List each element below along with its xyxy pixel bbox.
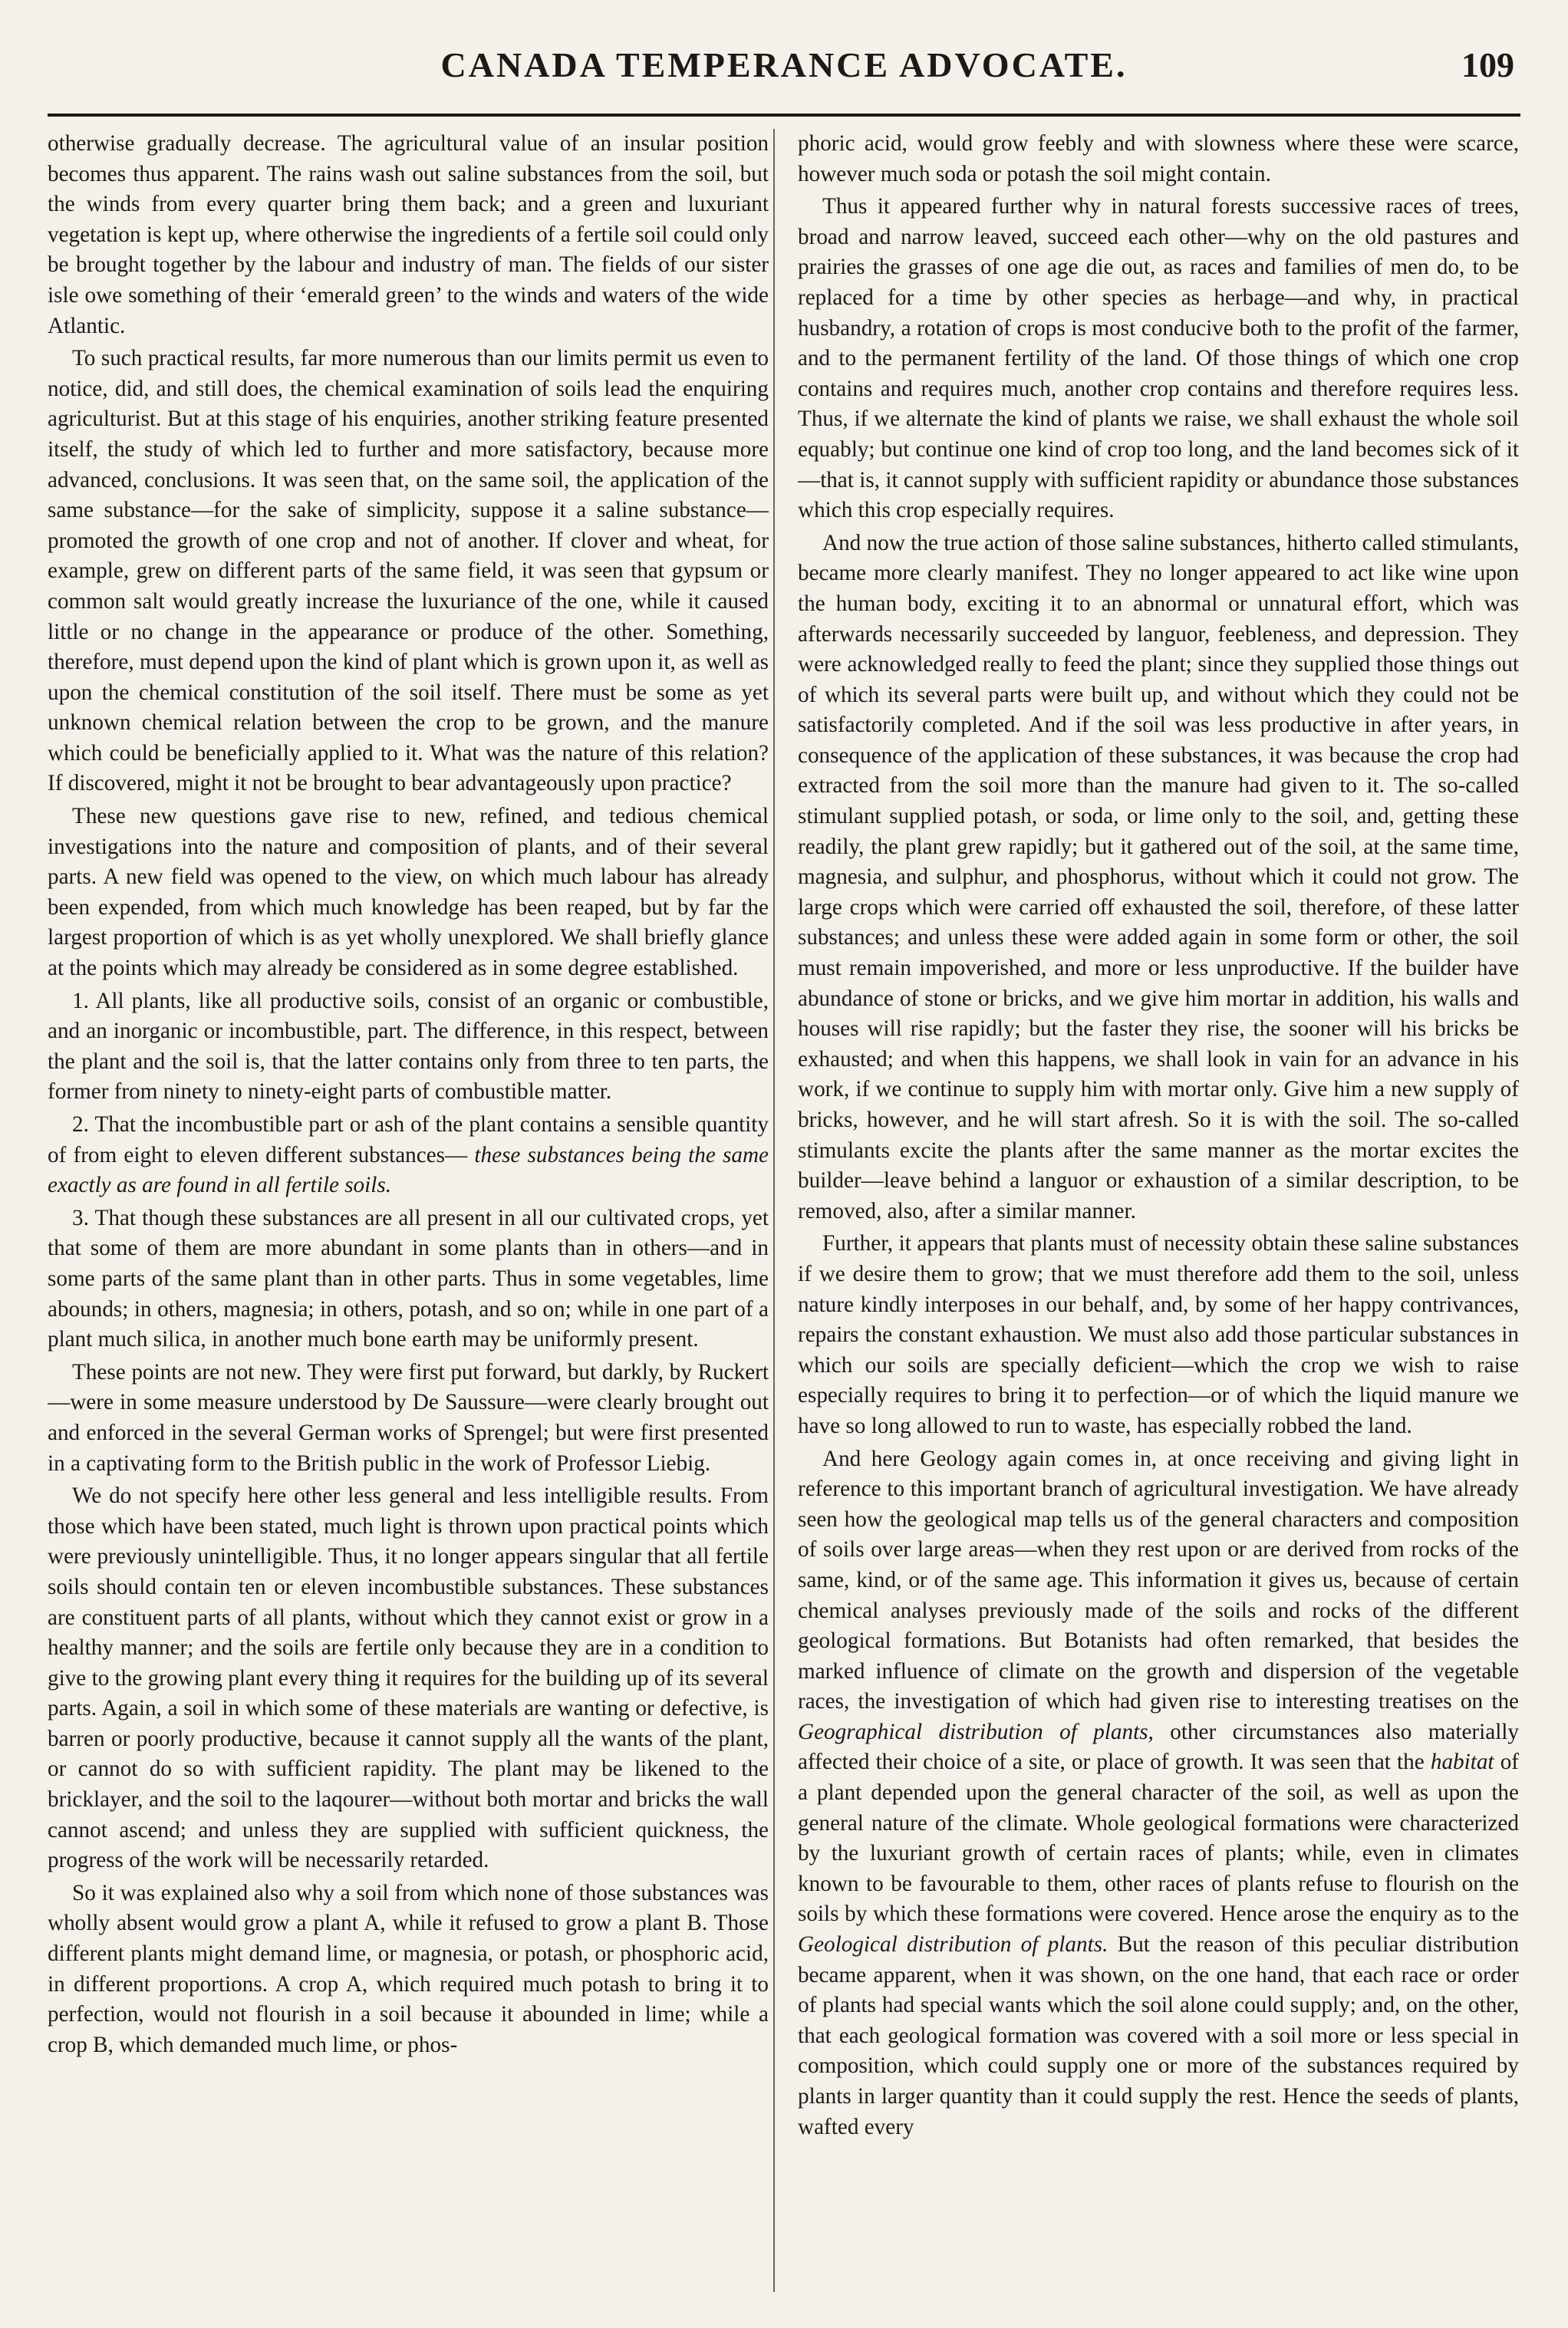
page-header [0, 44, 1568, 114]
paragraph: 1. All plants, like all productive soils, consist of an organic or combustible, and an inorganic or incombustible, part. The difference, in this respect, between the plant and the soil is, that the latter contains only from three to ten parts, the former from ninety to ninety-eight parts of combustible matter. [48, 988, 769, 1105]
paragraph: otherwise gradually decrease. The agricultural value of an insular position becomes thus apparent. The rains wash out saline substances from the soil, but the winds from every quarter bring them back; and a green and luxuriant vegetation is kept up, where otherwise the ingredients of a fertile soil could only be brought together by the labour and industry of man. The fields of our sister isle owe something of their ‘emerald green’ to the winds and waters of the wide Atlantic. [48, 131, 769, 338]
right-column [798, 129, 1519, 2300]
paragraph [798, 1444, 1519, 2143]
italic-emphasis: habitat [1430, 1750, 1494, 1775]
paragraph: These points are not new. They were first put forward, but darkly, by Ruckert—were in some measure understood by De Saussure—were clearly brought out and enforced in the several German works of Sprengel; but were first presented in a captivating form to the British public in the work of Professor Liebig. [48, 1359, 769, 1476]
left-column [48, 129, 769, 2300]
italic-emphasis: Geographical distribution of plants, [798, 1719, 1154, 1744]
paragraph: phoric acid, would grow feebly and with slowness where these were scarce, however much soda or potash the soil might contain. [798, 131, 1519, 186]
paragraph-text: other circumstances also materially affected their choice of a site, or place of growth. It was seen that the [798, 1719, 1519, 1775]
paragraph: To such practical results, far more numerous than our limits permit us even to notice, did, and still does, the chemical examination of soils lead the enquiring agriculturist. But at this stage of his enquiries, another striking feature presented itself, the study of which led to further and more satisfactory, because more advanced, conclusions. It was seen that, on the same soil, the application of the same substance—for the sake of simplicity, suppose it a saline substance—promoted the growth of one crop and not of another. If clover and wheat, for example, grew on different parts of the same field, it was seen that gypsum or common salt would greatly increase the luxuriance of the one, while it caused little or no change in the appearance or produce of the other. Something, therefore, must depend upon the kind of plant which is grown upon it, as well as upon the chemical constitution of the soil itself. There must be some as yet unknown chemical relation between the crop to be grown, and the manure which could be beneficially applied to it. What was the nature of this relation? If discovered, might it not be brought to bear advantageously upon practice? [48, 346, 769, 796]
paragraph: And now the true action of those saline substances, hitherto called stimulants, became more clearly manifest. They no longer appeared to act like wine upon the human body, exciting it to an abnormal or unnatural effort, which was afterwards necessarily succeeded by languor, feebleness, and depression. They were acknowledged really to feed the plant; since they supplied those things out of which its several parts were built up, and without which they could not be satisfactorily completed. And if the soil was less productive in after years, in consequence of the application of these substances, it was because the crop had extracted from the soil more than the manure had given to it. The so-called stimulant supplied potash, or soda, or lime only to the soil, and, getting these readily, the plant grew rapidly; but it gathered out of the soil, at the same time, magnesia, and sulphur, and phosphorus, without which it could not grow. The large crops which were carried off exhausted the soil, therefore, of these latter substances; and unless these were added again in some form or other, the soil must remain impoverished, and more or less unproductive. If the builder have abundance of stone or bricks, and we give him mortar in addition, his walls and houses will rise rapidly; but the faster they rise, the sooner will his bricks be exhausted; and when this happens, we shall look in vain for an advance in his work, if we continue to supply him with mortar only. Give him a new supply of bricks, however, and he will start afresh. So it is with the soil. The so-called stimulants excite the plants after the same manner as the mortar excites the builder—leave behind a languor or exhaustion of a similar description, to be removed, also, after a similar manner. [798, 530, 1519, 1223]
paragraph-text: And here Geology again comes in, at once receiving and giving light in reference to this important branch of agricultural investigation. We have already seen how the geological map tells us of the general characters and composition of soils over large areas—when they rest upon or are derived from rocks of the same, kind, or of the same age. This information it gives us, because of certain chemical analyses previously made of the soils and rocks of the different geological formations. But Botanists had often remarked, that besides the marked influence of climate on the growth and dispersion of the vegetable races, the investigation of which had given rise to interesting treatises on the [798, 1446, 1519, 1714]
paragraph: So it was explained also why a soil from which none of those substances was wholly absent would grow a plant A, while it refused to grow a plant B. Those different plants might demand lime, or magnesia, or potash, or phosphoric acid, in different proportions. A crop A, which required much potash to bring it to perfection, would not flourish in a soil because it abounded in lime; while a crop B, which demanded much lime, or phos- [48, 1880, 769, 2057]
paragraph-text: But the reason of this peculiar distribution became apparent, when it was shown, on the one hand, that each race or order of plants had special wants which the soil alone could supply; and, on the other, that each geological formation was covered with a soil more or less special in composition, which could supply one or more of the substances required by plants in larger quantity than it could supply the rest. Hence the seeds of plants, wafted every [798, 1932, 1519, 2139]
italic-emphasis: these substances being the same exactly as are found in all fertile soils. [48, 1142, 769, 1198]
column-divider [773, 129, 775, 2292]
paragraph-text: of a plant depended upon the general character of the soil, as well as upon the general nature of the climate. Whole geological formations were characterized by the luxuriant growth of certain races of plants; while, even in climates known to be favourable to them, other races of plants refuse to flourish on the soils by which these formations were covered. Hence arose the enquiry as to the [798, 1750, 1519, 1927]
paragraph: These new questions gave rise to new, refined, and tedious chemical investigations into the nature and composition of plants, and of their several parts. A new field was opened to the view, on which much labour has already been expended, from which much knowledge has been reaped, but by far the largest proportion of which is as yet wholly unexplored. We shall briefly glance at the points which may already be considered as in some degree established. [48, 804, 769, 981]
paragraph: Further, it appears that plants must of necessity obtain these saline substances if we desire them to grow; that we must therefore add them to the soil, unless nature kindly interposes in our behalf, and, by some of her happy contrivances, repairs the constant exhaustion. We must also add those particular substances in which our soils are specially deficient—which the crop we wish to raise especially requires to bring it to perfection—or of which the liquid manure we have so long allowed to run to waste, has especially robbed the land. [798, 1231, 1519, 1438]
paragraph: Thus it appeared further why in natural forests successive races of trees, broad and narrow leaved, succeed each other—why on the old pastures and prairies the grasses of one age die out, as races and families of men do, to be replaced for a time by other species as herbage—and why, in practical husbandry, a rotation of crops is most conducive both to the profit of the farmer, and to the permanent fertility of the land. Of those things of which one crop contains and requires much, another crop contains and therefore requires less. Thus, if we alternate the kind of plants we raise, we shall exhaust the whole soil equably; but continue one kind of crop too long, and the land becomes sick of it—that is, it cannot supply with sufficient rapidity or abundance those substances which this crop especially requires. [798, 194, 1519, 523]
paragraph: 3. That though these substances are all present in all our cultivated crops, yet that some of them are more abundant in some plants than in others—and in some parts of the same plant than in other parts. Thus in some vegetables, lime abounds; in others, magnesia; in others, potash, and so on; while in one part of a plant much silica, in another much bone earth may be uniformly present. [48, 1205, 769, 1352]
publication-title: CANADA TEMPERANCE ADVOCATE. [440, 45, 1128, 84]
italic-emphasis: Geological distribution of plants. [798, 1932, 1108, 1958]
header-rule [48, 114, 1520, 117]
paragraph [48, 1110, 769, 1201]
paragraph-text: 2. That the incombustible part or ash of the plant contains a sensible quantity of from eight to eleven different substances— [48, 1112, 769, 1167]
paragraph: We do not specify here other less general and less intelligible results. From those which have been stated, much light is thrown upon practical points which were previously unintelligible. Thus, it no longer appears singular that all fertile soils should contain ten or eleven incombustible substances. These substances are constituent parts of all plants, without which they cannot exist or grow in a healthy manner; and the soils are fertile only because they are in a condition to give to the growing plant every thing it requires for the building up of its several parts. Again, a soil in which some of these materials are wanting or defective, is barren or poorly productive, because it cannot supply all the wants of the plant, or cannot do so with sufficient rapidity. The plant may be likened to the bricklayer, and the soil to the laqourer—without both mortar and bricks the wall cannot ascend; and unless they are supplied with sufficient quickness, the progress of the work will be necessarily retarded. [48, 1483, 769, 1873]
page-number: 109 [1461, 45, 1514, 84]
